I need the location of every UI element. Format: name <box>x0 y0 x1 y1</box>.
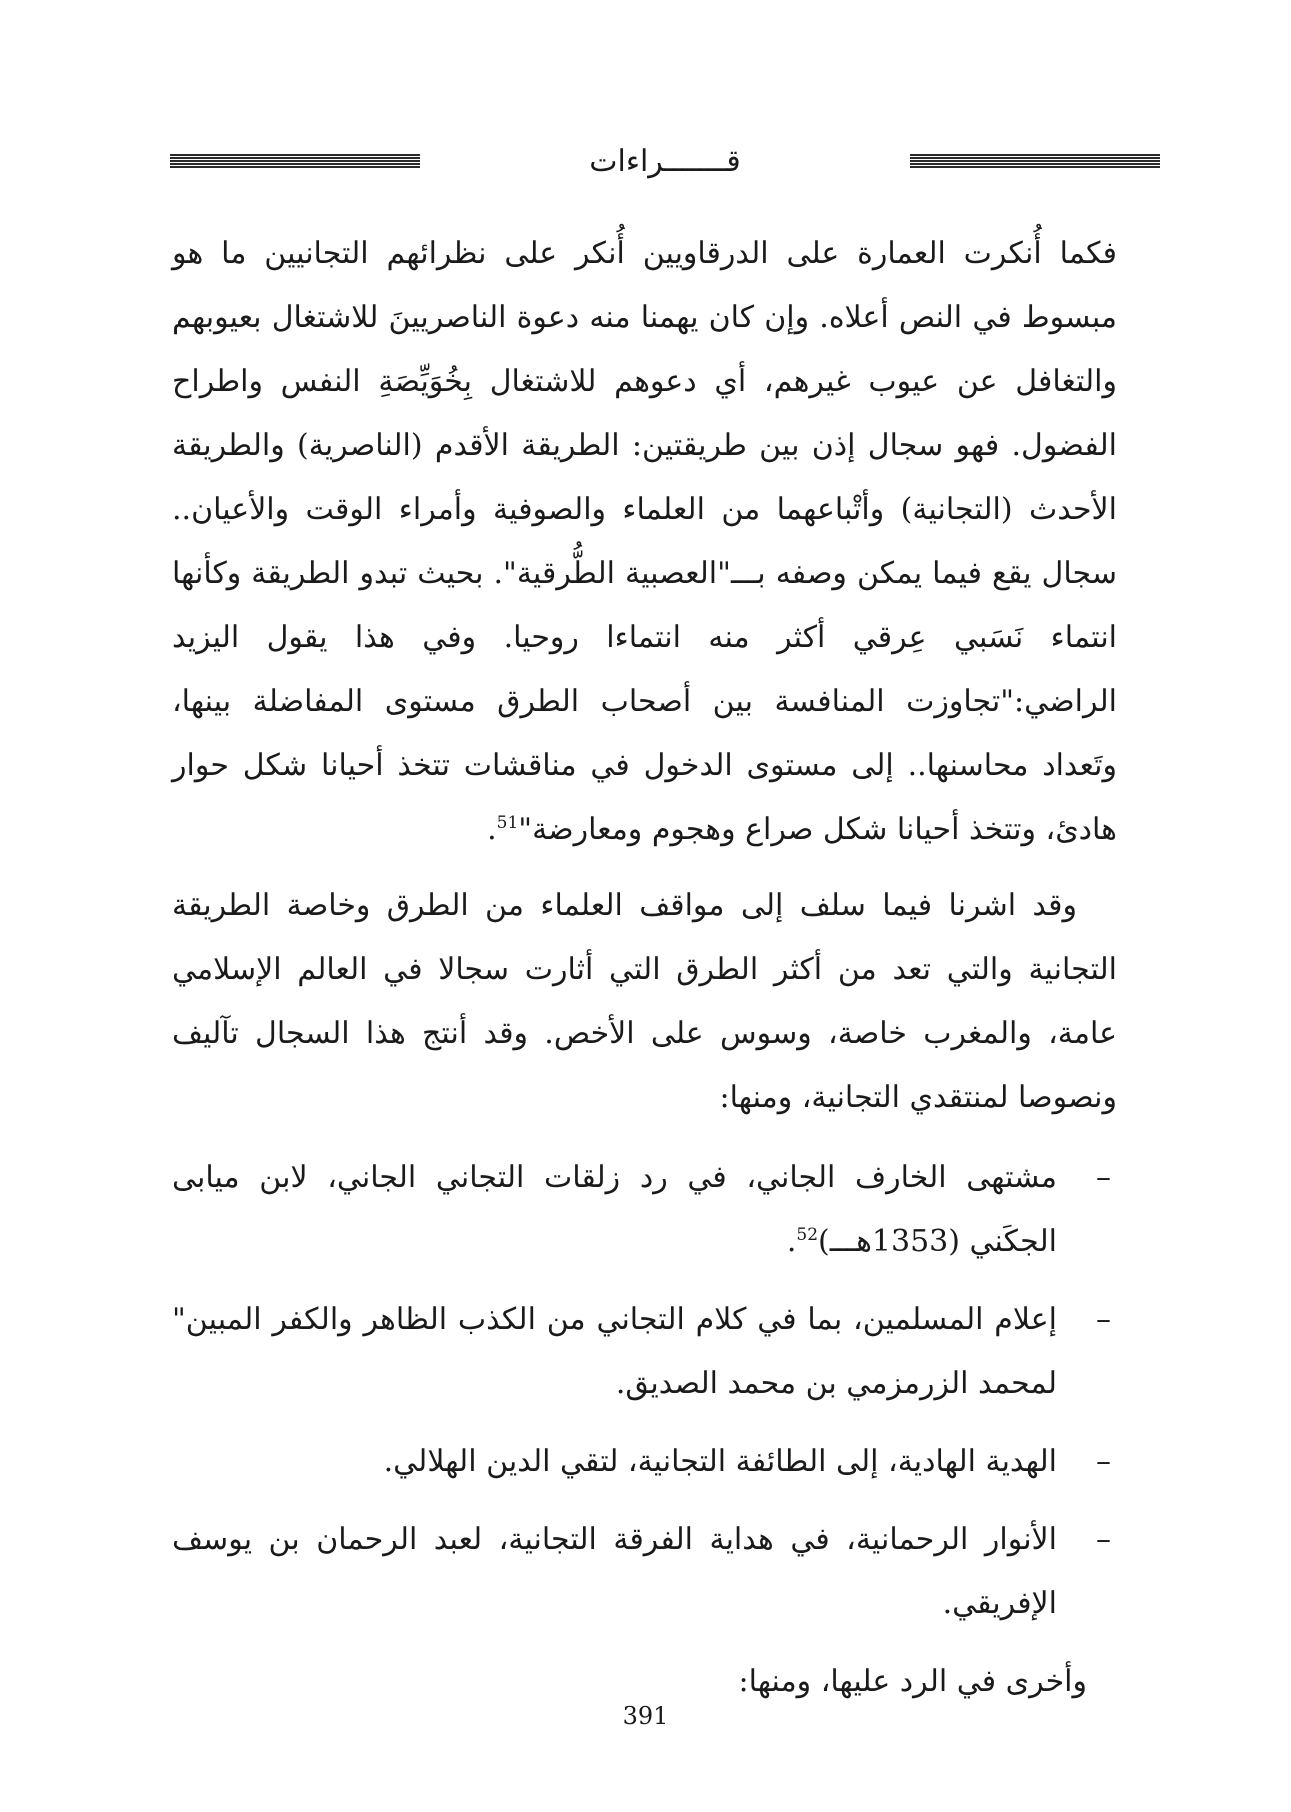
footnote-ref-51: 51 <box>496 813 519 833</box>
list-dash: – <box>1096 1444 1111 1479</box>
book-list <box>172 1146 1117 1636</box>
paragraph-1-text: فكما أُنكرت العمارة على الدرقاويين أُنكر على نظرائهم التجانيين ما هو مبسوط في النص أعلاه. وإن كان يهمنا منه دعوة الناصريينَ للاشتغال بعيوبهم والتغافل عن عيوب غيرهم، أي دعوهم للاشتغال بِخُوَيِّصَةِ النفس واطراح الفضول. فهو سجال إذن بين طريقتين: الطريقة الأقدم (الناصرية) والطريقة الأحدث (التجانية) وأتْباعهما من العلماء والصوفية وأمراء الوقت والأعيان.. سجال يقع فيما يمكن وصفه بـــ"العصبية الطُّرقية". بحيث تبدو الطريقة وكأنها انتماء نَسَبي عِرقي أكثر منه انتماءا روحيا. وفي هذا يقول اليزيد الراضي:"تجاوزت المنافسة بين أصحاب الطرق مستوى المفاضلة بينها، وتَعداد محاسنها.. إلى مستوى الدخول في مناقشات تتخذ أحيانا شكل حوار هادئ، وتتخذ أحيانا شكل صراع وهجوم ومعارضة" <box>172 236 1117 847</box>
list-item-text: الأنوار الرحمانية، في هداية الفرقة التجانية، لعبد الرحمان بن يوسف الإفريقي. <box>172 1522 1057 1621</box>
list-dash: – <box>1096 1302 1111 1337</box>
list-item-text: الهدية الهادية، إلى الطائفة التجانية، لتقي الدين الهلالي. <box>383 1444 1057 1479</box>
list-item <box>172 1508 1117 1636</box>
list-item <box>172 1146 1117 1274</box>
header-rule-right <box>910 154 1160 168</box>
list-dash: – <box>1096 1522 1111 1557</box>
running-header-title: قـــــــراءات <box>589 144 741 179</box>
list-item-text: مشتهى الخارف الجاني، في رد زلقات التجاني الجاني، لابن ميابى الجكَني (1353هـــ) <box>172 1160 1057 1259</box>
list-dash: – <box>1096 1160 1111 1195</box>
list-item-end: . <box>786 1224 797 1259</box>
closing-line: وأخرى في الرد عليها، ومنها: <box>738 1664 1087 1699</box>
page-number: 391 <box>622 1702 669 1730</box>
list-item-text: إعلام المسلمين، بما في كلام التجاني من الكذب الظاهر والكفر المبين" لمحمد الزرمزمي بن محمد الصديق. <box>172 1302 1057 1401</box>
footnote-ref-52: 52 <box>796 1225 819 1245</box>
list-item <box>172 1430 1117 1494</box>
paragraph-1-end: . <box>487 812 497 847</box>
list-item <box>172 1288 1117 1416</box>
paragraph-1 <box>172 222 1117 862</box>
page-body <box>172 222 1117 1714</box>
page-header <box>170 144 1160 190</box>
paragraph-2: وقد اشرنا فيما سلف إلى مواقف العلماء من الطرق وخاصة الطريقة التجانية والتي تعد من أكثر الطرق التي أثارت سجالا في العالم الإسلامي عامة، والمغرب خاصة، وسوس على الأخص. وقد أنتج هذا السجال تآليف ونصوصا لمنتقدي التجانية، ومنها: <box>172 888 1117 1115</box>
